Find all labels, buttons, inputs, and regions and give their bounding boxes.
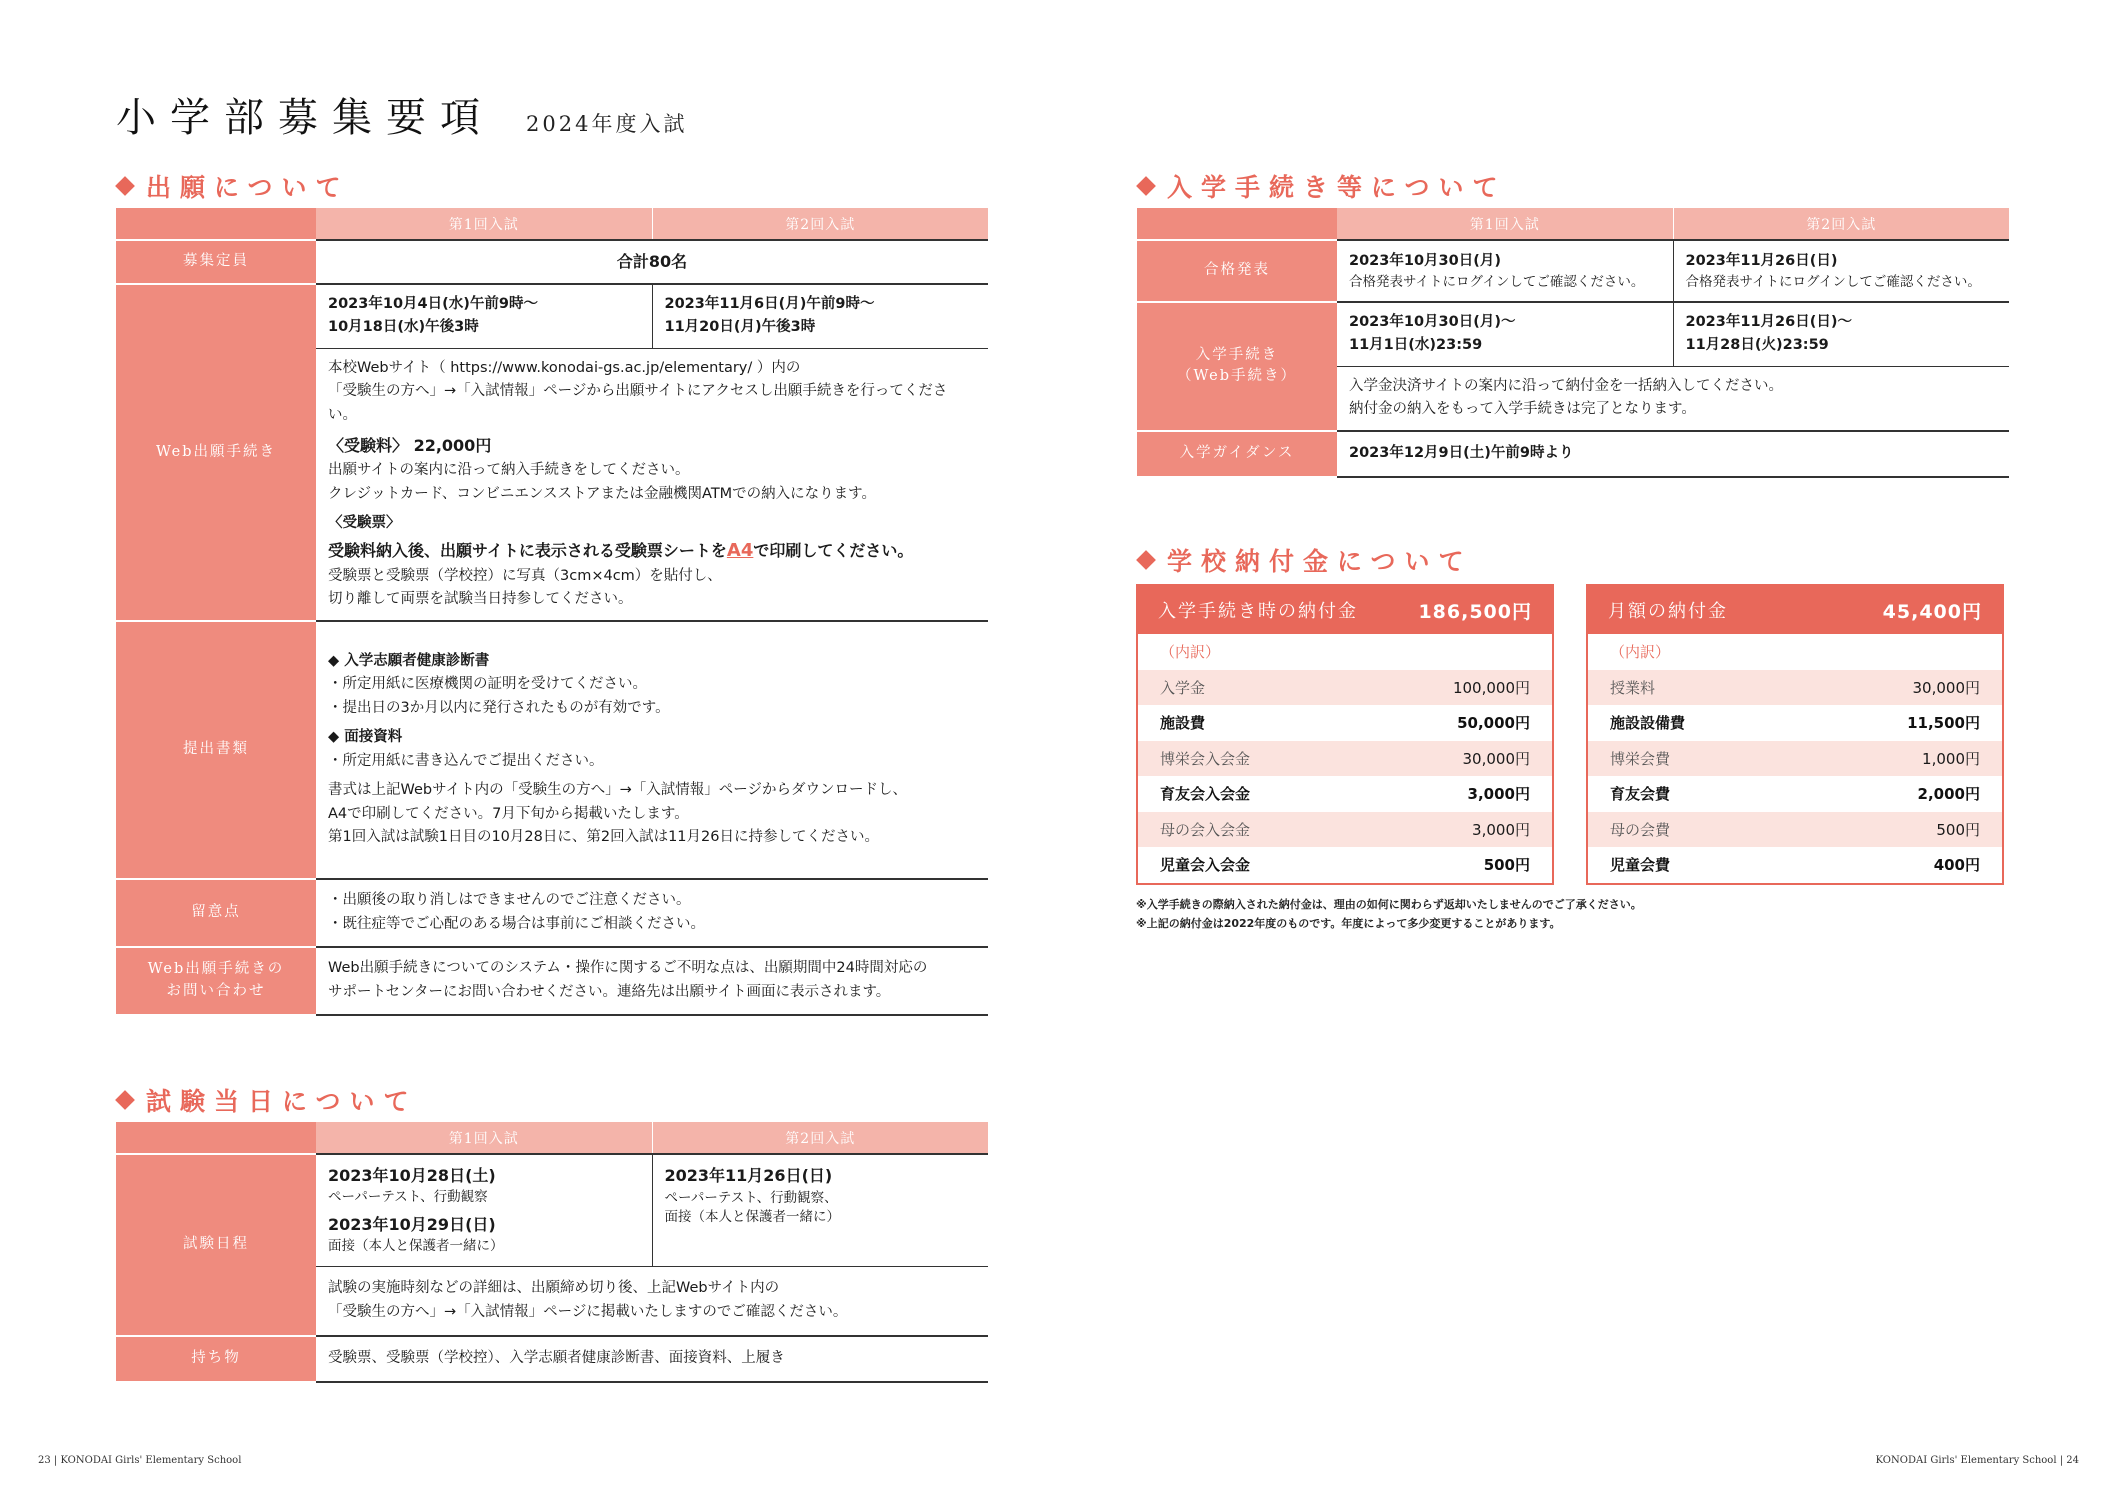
column-second: 第2回入試 <box>652 1122 988 1154</box>
monthly-fee-box <box>1586 584 2004 885</box>
table-row <box>116 284 988 348</box>
procedure-second: 2023年11月26日(日)～ 11月28日(火)23:59 <box>1673 302 2009 366</box>
row-label-result: 合格発表 <box>1137 240 1337 302</box>
footer-right: KONODAI Girls' Elementary School | 24 <box>1875 1455 2079 1466</box>
exam-first-schedule: 2023年10月28日(土) ペーパーテスト、行動観察 2023年10月29日(日) 面接（本人と保護者一緒に） <box>316 1154 652 1266</box>
diamond-icon <box>115 1090 135 1110</box>
section-heading-application: 出願について <box>118 168 350 204</box>
table-row <box>116 947 988 1015</box>
ticket-heading: 〈受験票〉 <box>328 515 401 532</box>
list-item: 児童会費 400円 <box>1610 856 1980 875</box>
page-number-right: 24 <box>2066 1455 2079 1466</box>
result-second: 2023年11月26日(日) 合格発表サイトにログインしてご確認ください。 <box>1673 240 2009 302</box>
row-label-notes: 留意点 <box>116 879 316 947</box>
row-label-belongings: 持ち物 <box>116 1336 316 1382</box>
list-item: 児童会入会金 500円 <box>1160 856 1530 875</box>
list-item: 育友会入会金 3,000円 <box>1160 785 1530 804</box>
table-row <box>116 1154 988 1266</box>
section-heading-exam: 試験当日について <box>118 1082 418 1118</box>
procedure-note: 入学金決済サイトの案内に沿って納付金を一括納入してください。 納付金の納入をもって入学手続きは完了となります。 <box>1337 366 2009 430</box>
list-item: 施設設備費 11,500円 <box>1610 714 1980 733</box>
exam-second-schedule: 2023年11月26日(日) ペーパーテスト、行動観察、 面接（本人と保護者一緒に） <box>652 1154 988 1266</box>
page-title-main: 小学部募集要項 <box>116 95 494 141</box>
web-first-period: 2023年10月4日(水)午前9時～ 10月18日(水)午後3時 <box>316 284 652 348</box>
column-second: 第2回入試 <box>1673 208 2009 240</box>
list-item: 博栄会費 1,000円 <box>1588 741 2002 777</box>
section-heading-enrollment: 入学手続き等について <box>1139 168 1507 204</box>
list-item: 母の会費 500円 <box>1588 812 2002 848</box>
list-item: 博栄会入会金 30,000円 <box>1138 741 1552 777</box>
row-label-documents: 提出書類 <box>116 621 316 879</box>
procedure-first: 2023年10月30日(月)～ 11月1日(水)23:59 <box>1337 302 1673 366</box>
table-row <box>116 621 988 879</box>
row-label-schedule: 試験日程 <box>116 1154 316 1336</box>
row-label-web: Web出願手続き <box>116 284 316 621</box>
table-header-row <box>116 208 988 240</box>
page-title <box>116 86 687 143</box>
web-details: 本校Webサイト（ https://www.konodai-gs.ac.jp/elementary/ ）内の 「受験生の方へ」→「入試情報」ページから出願サイトにアクセスし出願手続きを行ってください。 〈受験料〉 22,000円 出願サイトの案内に沿って納入手続きをしてください。 クレジットカード、コンビニエンスストアまたは金融機関ATMでの納入になります。 〈受験票〉 受験料納入後、出願サイトに表示される受験票シートをA4で印刷してください。 受験票と受験票（学校控）に写真（3cm×4cm）を貼付し、 切り離して両票を試験当日持参してください。 <box>316 348 988 620</box>
inquiry-details: Web出願手続きについてのシステム・操作に関するご不明な点は、出願期間中24時間対応の サポートセンターにお問い合わせください。連絡先は出願サイト画面に表示されます。 <box>316 947 988 1015</box>
column-first: 第1回入試 <box>316 1122 652 1154</box>
table-row <box>116 240 988 284</box>
fee-notes: ※入学手続きの際納入された納付金は、理由の如何に関わらず返却いたしませんのでご了承ください。 ※上記の納付金は2022年度のものです。年度によって多少変更することがあります。 <box>1136 898 1642 930</box>
exam-table <box>116 1122 988 1383</box>
section-heading-fees: 学校納付金について <box>1139 542 1473 578</box>
monthly-fee-header: 月額の納付金 45,400円 <box>1588 586 2002 634</box>
row-label-procedure: 入学手続き （Web手続き） <box>1137 302 1337 431</box>
enrollment-table <box>1137 208 2009 478</box>
admission-fee-box <box>1136 584 1554 885</box>
row-label-capacity: 募集定員 <box>116 240 316 284</box>
column-second: 第2回入試 <box>652 208 988 240</box>
page-number-left: 23 <box>38 1455 51 1466</box>
footer-left: 23 | KONODAI Girls' Elementary School <box>38 1455 242 1466</box>
web-site-line: 本校Webサイト（ https://www.konodai-gs.ac.jp/elementary/ ）内の <box>328 359 801 376</box>
table-header-row <box>116 1122 988 1154</box>
application-table <box>116 208 988 1016</box>
list-item: 母の会入会金 3,000円 <box>1138 812 1552 848</box>
fee-heading: 〈受験料〉 22,000円 <box>328 436 492 456</box>
list-item: 授業料 30,000円 <box>1588 670 2002 706</box>
table-row <box>1137 302 2009 366</box>
result-first: 2023年10月30日(月) 合格発表サイトにログインしてご確認ください。 <box>1337 240 1673 302</box>
admission-fee-header: 入学手続き時の納付金 186,500円 <box>1138 586 1552 634</box>
list-item: 入学金 100,000円 <box>1138 670 1552 706</box>
ticket-instruction: 受験料納入後、出願サイトに表示される受験票シートをA4で印刷してください。 <box>328 539 914 561</box>
diamond-icon <box>1136 550 1156 570</box>
table-row <box>1137 240 2009 302</box>
diamond-icon <box>1136 176 1156 196</box>
page-title-sub: 2024年度入試 <box>526 112 688 136</box>
web-second-period: 2023年11月6日(月)午前9時～ 11月20日(月)午後3時 <box>652 284 988 348</box>
capacity-value: 合計80名 <box>316 240 988 284</box>
row-label-guidance: 入学ガイダンス <box>1137 431 1337 477</box>
table-row <box>1137 431 2009 477</box>
list-item: 施設費 50,000円 <box>1160 714 1530 733</box>
column-first: 第1回入試 <box>1337 208 1673 240</box>
breakdown-label: （内訳） <box>1610 643 1671 662</box>
breakdown-label: （内訳） <box>1160 643 1221 662</box>
table-row <box>116 1336 988 1382</box>
row-label-inquiry: Web出願手続きの お問い合わせ <box>116 947 316 1015</box>
table-header-row <box>1137 208 2009 240</box>
documents-details: ◆ 入学志願者健康診断書 ・所定用紙に医療機関の証明を受けてください。 ・提出日の3か月以内に発行されたものが有効です。 ◆ 面接資料 ・所定用紙に書き込んでご提出ください。 書式は上記Webサイト内の「受験生の方へ」→「入試情報」ページからダウンロードし、 A4で印刷してください。7月下旬から掲載いたします。 第1回入試は試験1日目の10月28日に、第2回入試は11月26日に持参してください。 <box>316 621 988 879</box>
diamond-icon <box>115 176 135 196</box>
guidance-value: 2023年12月9日(土)午前9時より <box>1337 431 2009 477</box>
notes-details: ・出願後の取り消しはできませんのでご注意ください。 ・既往症等でご心配のある場合は事前にご相談ください。 <box>316 879 988 947</box>
table-row <box>116 879 988 947</box>
belongings-value: 受験票、受験票（学校控）、入学志願者健康診断書、面接資料、上履き <box>316 1336 988 1382</box>
list-item: 育友会費 2,000円 <box>1610 785 1980 804</box>
exam-detail: 試験の実施時刻などの詳細は、出願締め切り後、上記Webサイト内の 「受験生の方へ」→「入試情報」ページに掲載いたしますのでご確認ください。 <box>316 1266 988 1336</box>
column-first: 第1回入試 <box>316 208 652 240</box>
